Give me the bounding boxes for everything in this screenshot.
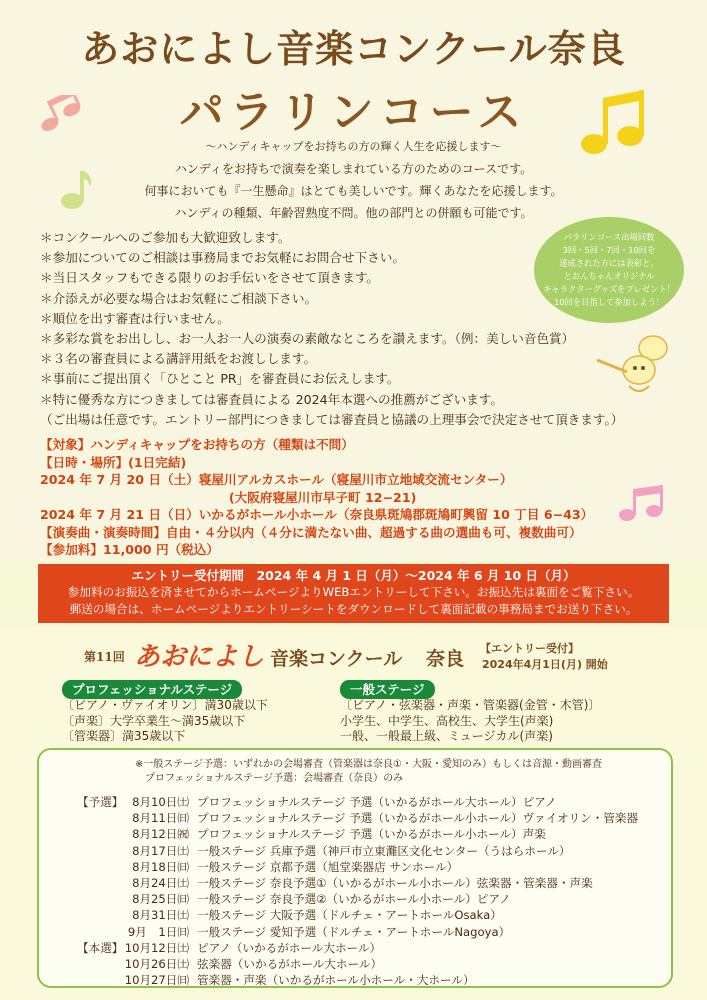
schedule-date: 10月27日㈰	[124, 973, 189, 988]
pro-stage-list	[62, 698, 268, 745]
contest-name-sub: 音楽コンクール	[270, 648, 403, 670]
schedule-row	[77, 826, 638, 842]
schedule-row	[77, 875, 638, 891]
round-label	[77, 891, 117, 907]
schedule-text: 一般ステージ 愛知予選（ドルチェ・アートホールNagoya）	[197, 924, 511, 939]
round-label	[77, 810, 117, 826]
round-label	[77, 924, 117, 940]
contest-name-main: あおによし	[134, 642, 265, 672]
round-label	[77, 843, 117, 859]
round-label	[77, 907, 117, 923]
banner-line: 参加料のお振込を済ませてからホームページよりWEBエントリーして下さい。お振込先は裏面をご覧下さい。	[67, 585, 640, 599]
schedule-row	[77, 859, 638, 875]
schedule-note: プロフェッショナルステージ予選：会場審査（奈良）のみ	[145, 773, 404, 784]
entry-period: エントリー受付期間 2024 年 4 月 1 日（月）〜2024 年 6 月 10 日（月）	[131, 568, 576, 583]
general-stage-list	[340, 698, 600, 745]
entry-label: 【エントリー受付】	[480, 642, 579, 655]
feature-item: ＊事前にご提出頂く「ひとこと PR」を審査員にお伝えします。	[40, 371, 400, 387]
contest-heading	[84, 638, 684, 674]
schedule-text: 一般ステージ 奈良予選①（いかるがホール小ホール）弦楽器・管楽器・声楽	[197, 876, 593, 891]
schedule-row	[77, 940, 638, 956]
badge-line: とおんちゃんオリジナル	[563, 271, 655, 281]
round-label	[77, 956, 117, 972]
info-address-1: (大阪府寝屋川市早子町 12−21)	[40, 489, 417, 505]
schedule-text: 弦楽器（いかるがホール大ホール）	[197, 957, 383, 972]
info-datetime-label: 【日時・場所】(1日完結)	[40, 454, 187, 470]
schedule-date: 8月24日㈯	[132, 876, 189, 891]
round-label: 【予選】	[77, 795, 124, 809]
feature-item: ＊介添えが必要な場合はお気軽にご相談下さい。	[40, 290, 318, 306]
schedule-text: ピアノ（いかるがホール大ホール）	[197, 940, 382, 955]
schedule-text: 一般ステージ 京都予選（旭堂楽器店 サンホール）	[197, 859, 459, 874]
feature-item: （ご出場は任意です。エントリー部門につきましては審査員と協議の上理事会で決定させて頂きます。）	[40, 411, 624, 427]
general-stage-item: 一般、一般最上級、ミュージカル(声楽)	[340, 729, 553, 743]
schedule-date: 8月11日㈰	[132, 811, 189, 826]
schedule-date: 10月12日㈯	[124, 940, 189, 955]
round-label	[77, 972, 117, 988]
info-date-2: 2024 年 7 月 21 日（日）いかるがホール小ホール（奈良県斑鳩郡斑鳩町興留 10 丁目 6−43）	[40, 507, 594, 522]
schedule-text: 管楽器・声楽（いかるがホール小ホール・大ホール）	[197, 973, 475, 988]
badge-line: 達成された方には表彰と、	[559, 258, 659, 268]
schedule-text: プロフェッショナルステージ 予選（いかるがホール大ホール）ピアノ	[197, 795, 557, 809]
pro-stage-item: 〔管楽器〕満35歳以下	[62, 729, 186, 743]
badge-line: パラリンコース出場回数	[563, 232, 655, 242]
event-info	[40, 436, 690, 559]
contest-name-city: 奈良	[426, 648, 465, 670]
schedule-date: 8月18日㈰	[132, 859, 189, 874]
schedule-date: 8月17日㈯	[132, 843, 189, 858]
mascot-illustration	[595, 330, 675, 400]
banner-line: 郵送の場合は、ホームページよりエントリーシートをダウンロードして裏面記載の事務局までお送り下さい。	[69, 602, 638, 616]
feature-item: ＊順位を出す審査は行いません。	[40, 310, 230, 326]
schedule-date: 8月31日㈯	[132, 908, 189, 923]
general-stage-item: 小学生、中学生、高校生、大学生(声楽)	[340, 713, 554, 728]
pro-stage-item: 〔声楽〕大学卒業生〜満35歳以下	[62, 713, 246, 728]
tagline-line: ハンディの種類、年齢習熟度不問。他の部門との併願も可能です。	[174, 206, 533, 220]
schedule-text: 一般ステージ 兵庫予選（神戸市立東灘区文化センター（うはらホール）	[197, 843, 571, 858]
feature-item: ＊当日スタッフもできる限りのお手伝いをさせて頂きます。	[40, 270, 380, 286]
schedule-row	[77, 924, 638, 940]
info-date-1: 2024 年 7 月 20 日（土）寝屋川アルカスホール（寝屋川市立地域交流センター）	[40, 472, 513, 487]
page-title: あおによし音楽コンクール奈良	[81, 26, 626, 71]
schedule-text: 一般ステージ 大阪予選（ドルチェ・アートホールOsaka）	[197, 908, 502, 923]
award-badge	[534, 217, 684, 323]
pro-stage-item: 〔ピアノ・ヴァイオリン〕満30歳以下	[62, 698, 268, 712]
schedule-row	[77, 891, 638, 907]
feature-item: ＊３名の審査員による講評用紙をお渡しします。	[40, 351, 317, 367]
entry-start-date: 2024年4月1日(月) 開始	[482, 658, 608, 671]
schedule-row	[77, 794, 638, 810]
badge-line: 10回を目指して参加しよう！	[553, 297, 665, 307]
feature-item: ＊参加についてのご相談は事務局までお気軽にお問合せ下さい。	[40, 250, 405, 266]
tagline-line: ～ハンディキャップをお持ちの方の輝く人生を応援します～	[205, 140, 502, 153]
round-label	[77, 826, 117, 842]
schedule-text: 一般ステージ 奈良予選②（いかるがホール小ホール）ピアノ	[197, 892, 511, 907]
tagline-line: 何事においても『一生懸命』はとても美しいです。輝くあなたを応援します。	[144, 184, 563, 198]
feature-item: ＊コンクールへのご参加も大歓迎致します。	[40, 230, 291, 245]
pro-stage-label: プロフェッショナルステージ	[62, 680, 242, 699]
schedule-row	[77, 972, 638, 988]
page-subtitle: パラリンコース	[179, 87, 528, 138]
schedule-notes	[135, 758, 602, 786]
schedule-text: プロフェッショナルステージ 予選（いかるがホール小ホール）声楽	[197, 827, 546, 842]
tagline-line: ハンディをお持ちで演奏を楽しまれている方のためのコースです。	[174, 162, 533, 176]
schedule-date: 9月 1日㈰	[127, 924, 189, 939]
schedule-date: 10月26日㈯	[124, 957, 189, 972]
info-performance: 【演奏曲・演奏時間】自由・４分以内（４分に満たない曲、超過する曲の選曲も可、複数曲可）	[40, 524, 582, 540]
schedule-date: 8月10日㈯	[132, 795, 189, 809]
entry-period-banner	[38, 564, 669, 623]
info-fee: 【参加料】11,000 円（税込）	[40, 542, 219, 557]
feature-item: ＊多彩な賞をお出しし、お一人お一人の演奏の素敵なところを讃えます。（例：美しい音色賞）	[40, 331, 575, 347]
schedule-rows	[77, 794, 638, 988]
schedule-row	[77, 956, 638, 972]
feature-item: ＊特に優秀な方につきましては審査員による 2024年本選への推薦がございます。	[40, 391, 503, 407]
info-target: 【対象】ハンディキャップをお持ちの方（種類は不問）	[40, 437, 354, 452]
round-label	[77, 875, 117, 891]
badge-line: 3回・5回・7回・10回を	[562, 245, 656, 255]
schedule-box	[37, 748, 673, 988]
contest-edition: 第11回	[84, 650, 125, 664]
schedule-row	[77, 907, 638, 923]
round-label: 【本選】	[77, 940, 124, 955]
general-stage-item: 〔ピアノ・弦楽器・声楽・管楽器(金管・木管)〕	[340, 698, 601, 712]
schedule-date: 8月12日㈷	[132, 827, 189, 842]
round-label	[77, 859, 117, 875]
general-stage-label: 一般ステージ	[340, 680, 435, 699]
badge-line: キャラクターグッズをプレゼント！	[543, 284, 675, 294]
schedule-date: 8月25日㈰	[132, 892, 189, 907]
schedule-row	[77, 843, 638, 859]
schedule-text: プロフェッショナルステージ 予選（いかるがホール小ホール）ヴァイオリン・管楽器	[197, 811, 639, 826]
schedule-row	[77, 810, 638, 826]
schedule-note: ※一般ステージ予選：いずれかの会場審査（管楽器は奈良①・大阪・愛知のみ）もしくは音源・動画審査	[135, 759, 602, 770]
